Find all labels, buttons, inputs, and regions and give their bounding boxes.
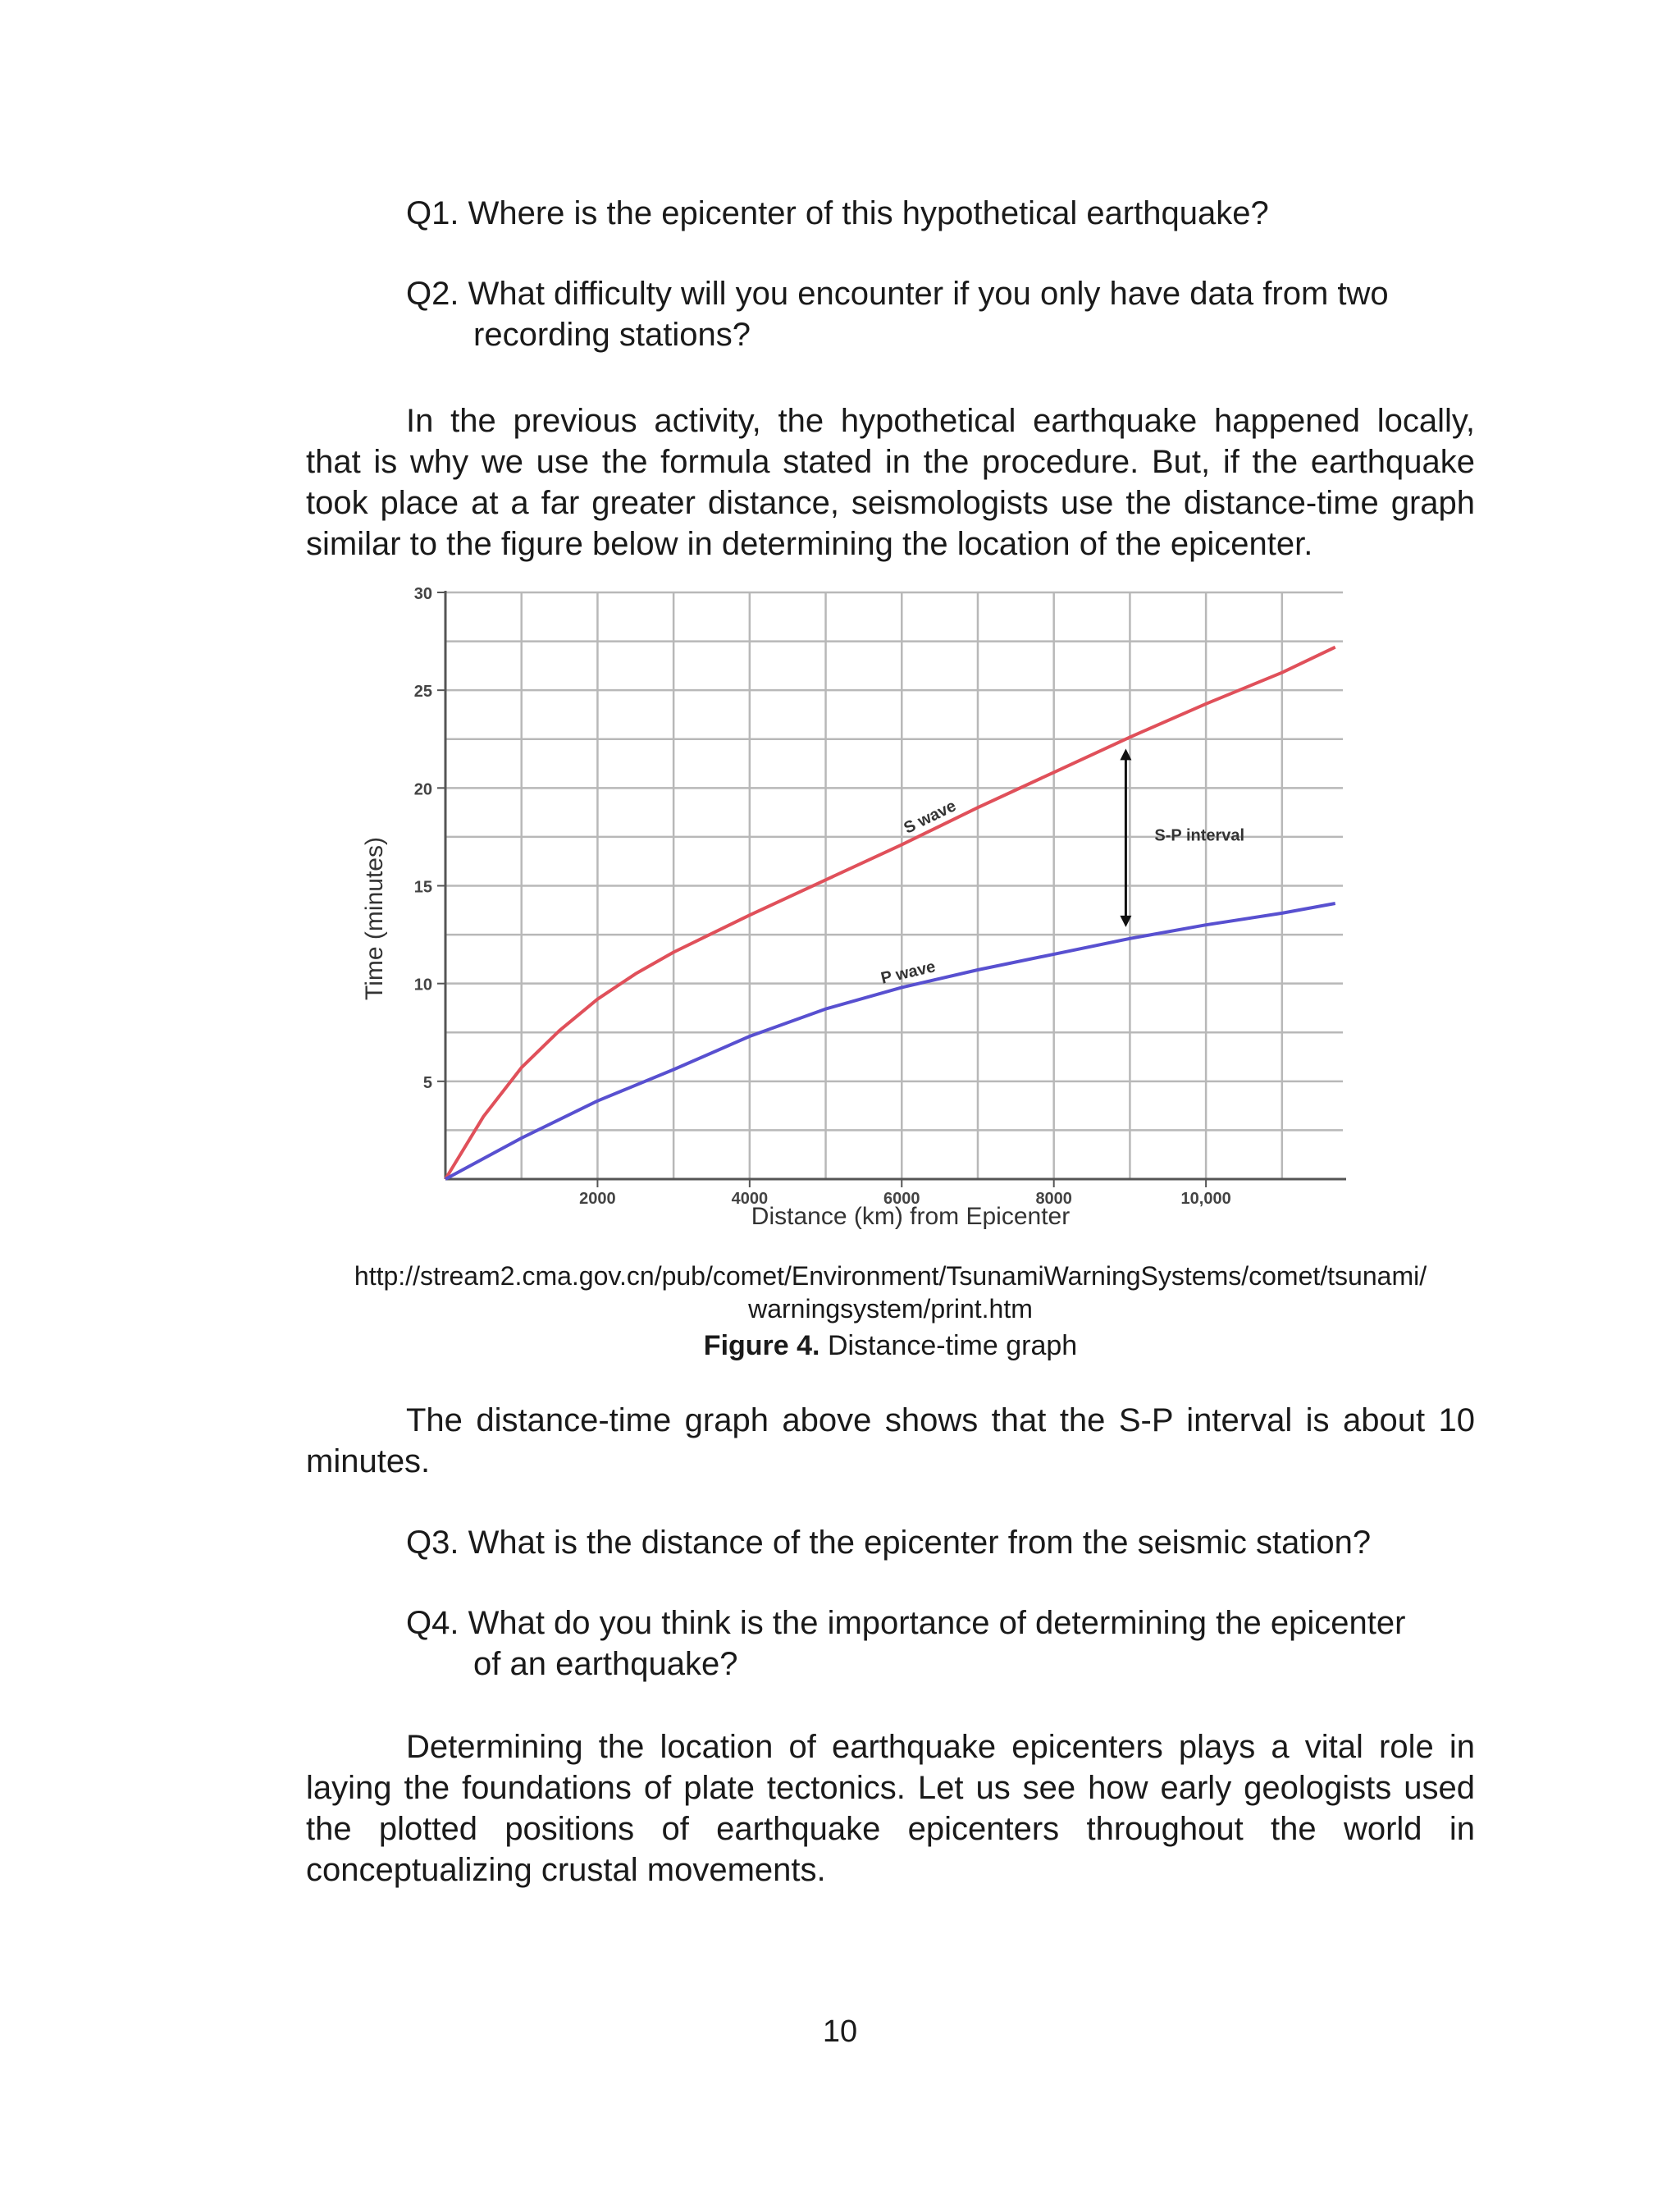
paragraph-conclusion-text: Determining the location of earthquake epicenters plays a vital role in laying the foundations of plate tectonics. Let us see how early geologists used the plotted positions of earthquake epicenters throughout the world in conceptualizing crustal movements. <box>306 1729 1475 1888</box>
y-tick-label: 30 <box>413 585 432 603</box>
page-number: 10 <box>822 2014 858 2049</box>
paragraph-conclusion <box>306 1726 1475 1891</box>
question-2 <box>406 273 1389 355</box>
y-tick-label: 20 <box>413 780 432 799</box>
figure-caption-label: Figure 4. <box>703 1330 820 1361</box>
question-4-line1: Q4. What do you think is the importance of determining the epicenter <box>406 1605 1406 1641</box>
series-line-p-wave <box>445 903 1335 1179</box>
figure-caption-text: Distance-time graph <box>819 1330 1078 1361</box>
series-label-s-wave: S wave <box>901 797 960 838</box>
x-tick-label: 10,000 <box>1180 1190 1231 1208</box>
y-tick-label: 25 <box>413 683 432 702</box>
figure-source-line2: warningsystem/print.htm <box>748 1294 1033 1324</box>
series-line-s-wave <box>445 647 1335 1179</box>
question-4 <box>406 1602 1405 1685</box>
question-1: Q1. Where is the epicenter of this hypothetical earthquake? <box>406 195 1269 231</box>
distance-time-chart <box>353 574 1386 1247</box>
series-label-p-wave: P wave <box>879 958 938 988</box>
paragraph-sp-interval <box>306 1400 1475 1482</box>
y-axis-label: Time (minutes) <box>361 837 388 1000</box>
x-axis-label: Distance (km) from Epicenter <box>751 1203 1071 1230</box>
figure-source <box>306 1260 1475 1325</box>
chart-series <box>445 647 1335 1179</box>
paragraph-intro-text: In the previous activity, the hypothetical earthquake happened locally, that is why we use the formula stated in the procedure. But, if the earthquake took place at a far greater distance, seismologists use the distance-time graph similar to the figure below in determining the location of the epicenter. <box>306 403 1475 562</box>
x-tick-label: 6000 <box>883 1190 920 1208</box>
question-2-line2: recording stations? <box>473 317 751 353</box>
question-3: Q3. What is the distance of the epicenter from the seismic station? <box>406 1525 1372 1561</box>
x-tick-label: 8000 <box>1035 1190 1072 1208</box>
y-tick-label: 5 <box>422 1073 432 1092</box>
paragraph-intro <box>306 400 1475 565</box>
sp-interval-label: S-P interval <box>1154 826 1245 845</box>
chart-grid <box>445 592 1343 1179</box>
paragraph-sp-interval-text: The distance-time graph above shows that the S-P interval is about 10 minutes. <box>306 1402 1475 1479</box>
figure-source-line1: http://stream2.cma.gov.cn/pub/comet/Environment/TsunamiWarningSystems/comet/tsunami/ <box>354 1261 1427 1291</box>
y-tick-label: 15 <box>413 878 432 897</box>
figure-caption <box>306 1329 1475 1362</box>
x-tick-label: 2000 <box>579 1190 616 1208</box>
question-4-line2: of an earthquake? <box>473 1646 738 1682</box>
chart-ticks <box>414 585 1231 1208</box>
y-tick-label: 10 <box>413 976 432 994</box>
question-2-line1: Q2. What difficulty will you encounter if you only have data from two <box>406 276 1389 312</box>
x-tick-label: 4000 <box>731 1190 769 1208</box>
